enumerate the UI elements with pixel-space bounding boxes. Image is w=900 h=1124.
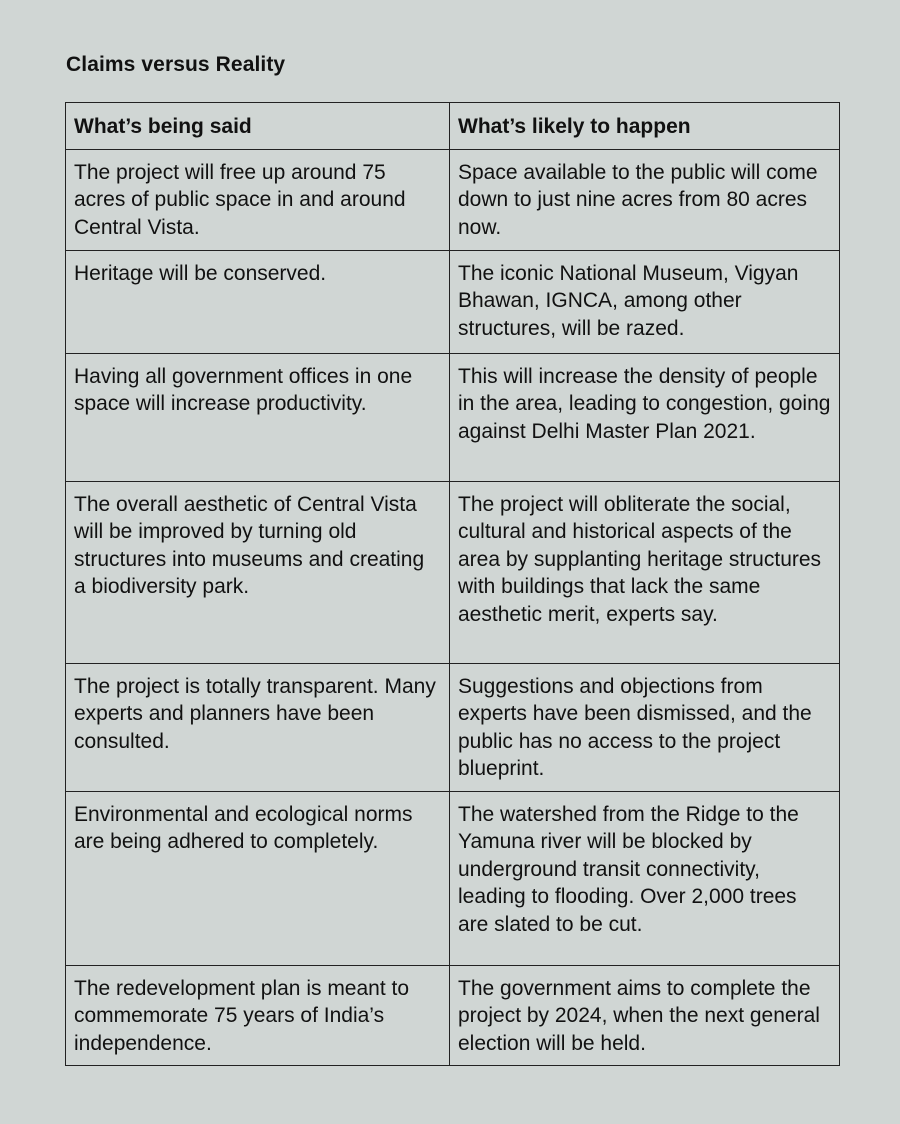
likely-cell: The government aims to complete the project by 2024, when the next general election will be held. [450,965,840,1066]
said-cell: Having all government offices in one space will increase productivity. [66,353,450,481]
table-row [66,663,840,791]
header-said: What’s being said [66,103,450,150]
table-row [66,353,840,481]
said-cell: Environmental and ecological norms are being adhered to completely. [66,791,450,965]
said-cell: The redevelopment plan is meant to commemorate 75 years of India’s independence. [66,965,450,1066]
said-cell: The project will free up around 75 acres of public space in and around Central Vista. [66,149,450,250]
header-likely: What’s likely to happen [450,103,840,150]
table-row [66,965,840,1066]
claims-reality-table [65,102,840,1066]
document-title: Claims versus Reality [66,53,286,76]
likely-cell: Suggestions and objections from experts have been dismissed, and the public has no access to the project blueprint. [450,663,840,791]
table-row [66,149,840,250]
likely-cell: This will increase the density of people in the area, leading to congestion, going against Delhi Master Plan 2021. [450,353,840,481]
likely-cell: The watershed from the Ridge to the Yamuna river will be blocked by underground transit connectivity, leading to flooding. Over 2,000 trees are slated to be cut. [450,791,840,965]
said-cell: The project is totally transparent. Many experts and planners have been consulted. [66,663,450,791]
table-row [66,791,840,965]
table-row [66,481,840,663]
likely-cell: Space available to the public will come down to just nine acres from 80 acres now. [450,149,840,250]
table-header-row [66,103,840,150]
table-row [66,250,840,353]
said-cell: Heritage will be conserved. [66,250,450,353]
likely-cell: The iconic National Museum, Vigyan Bhawan, IGNCA, among other structures, will be razed. [450,250,840,353]
said-cell: The overall aesthetic of Central Vista will be improved by turning old structures into museums and creating a biodiversity park. [66,481,450,663]
likely-cell: The project will obliterate the social, cultural and historical aspects of the area by supplanting heritage structures with buildings that lack the same aesthetic merit, experts say. [450,481,840,663]
